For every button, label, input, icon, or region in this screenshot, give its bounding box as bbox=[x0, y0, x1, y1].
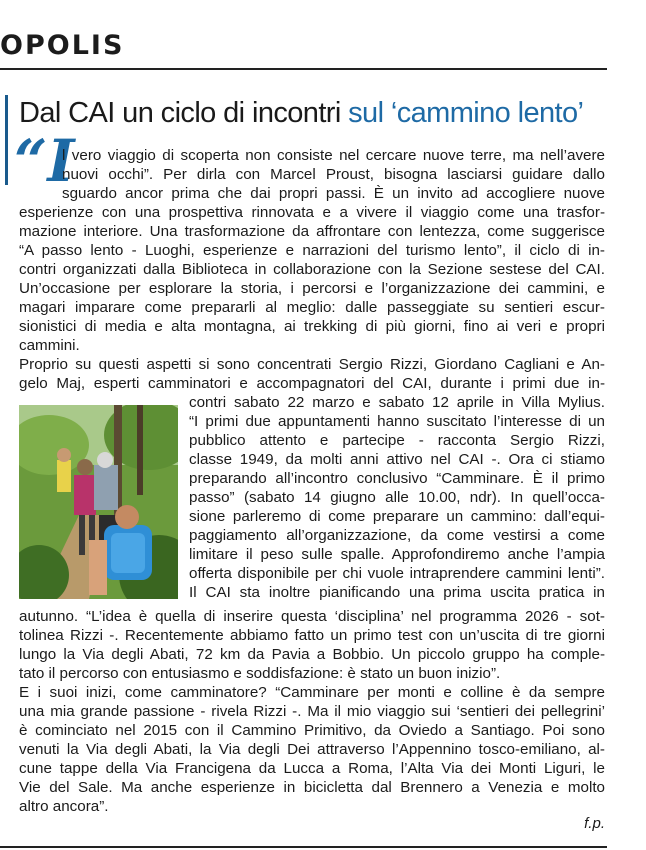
text-line: contri sabato 22 marzo e sabato 12 aprile in Villa Mylius. bbox=[189, 394, 605, 411]
text-line: tato il percorso con entusiasmo e soddisfazione: è stato un buon inizio”. bbox=[19, 665, 501, 682]
text-line: sguardo ancor prima che dai propri passi. È un invito ad accogliere nuove bbox=[62, 185, 605, 202]
text-line: Vie del Sale. Ma anche esperienze in bicicletta dal Brennero a Venezia e molto bbox=[19, 779, 605, 796]
bottom-rule bbox=[0, 846, 607, 848]
text-line: offerta disponibile per chi vuole intraprendere cammini lenti”. bbox=[189, 565, 605, 582]
text-line: contri organizzati dalla Biblioteca in collaborazione con la Sezione sestese del CAI. bbox=[19, 261, 605, 278]
text-line: cammini. bbox=[19, 337, 80, 354]
text-line: “A passo lento - Luoghi, esperienze e narrazioni del turismo lento”, il ciclo di in- bbox=[19, 242, 605, 259]
text-line: limitare il peso sulle spalle. Approfondiremo anche l’ampia bbox=[189, 546, 605, 563]
title-accent-bar bbox=[5, 95, 8, 185]
text-line: “I primi due appuntamenti hanno suscitato l’interesse di un bbox=[189, 413, 605, 430]
text-line: è cominciato nel 2015 con il Cammino Primitivo, da Oviedo a Santiago. Poi sono bbox=[19, 722, 605, 739]
title-accent: sul ‘cammino lento’ bbox=[348, 97, 584, 129]
newspaper-masthead: OPOLIS bbox=[0, 30, 125, 61]
text-line: l vero viaggio di scoperta non consiste nel cercare nuove terre, ma nell’avere bbox=[62, 147, 605, 164]
text-line: esperienze con una prospettiva rinnovata e a vivere il viaggio come una trasfor- bbox=[19, 204, 605, 221]
text-line: preparando all’incontro conclusivo “Camminare. È il primo bbox=[189, 470, 605, 487]
drop-cap-quote: “I bbox=[14, 127, 75, 195]
article-title bbox=[19, 97, 583, 130]
text-line: autunno. “L’idea è quella di inserire questa ‘disciplina’ nel programma 2026 - sot- bbox=[19, 608, 605, 625]
text-line: Proprio su questi aspetti si sono concentrati Sergio Rizzi, Giordano Cagliani e An- bbox=[19, 356, 605, 373]
text-line: lungo la Via degli Abati, 72 km da Pavia a Bobbio. Un piccolo gruppo ha comple- bbox=[19, 646, 605, 663]
text-line: sionistici di media e alta montagna, ai trekking di più giorni, fino ai veri e propri bbox=[19, 318, 605, 335]
text-line: mazione interiore. Una trasformazione da affrontare con lentezza, come suggerisce bbox=[19, 223, 605, 240]
text-line: venuti la Via degli Abati, la Via degli Dei attraverso l’Appennino tosco-emiliano, al- bbox=[19, 741, 605, 758]
text-line: pubblico attento e partecipe - racconta Sergio Rizzi, bbox=[189, 432, 605, 449]
text-line: nuovi occhi”. Per dirla con Marcel Proust, bisogna lasciarsi guidare dallo bbox=[62, 166, 605, 183]
title-main: Dal CAI un ciclo di incontri bbox=[19, 97, 349, 129]
text-line: paggiamento all’organizzazione, da come vestirsi a come bbox=[189, 527, 605, 544]
text-line: gelo Maj, esperti camminatori e accompagnatori del CAI, durante i primi due in- bbox=[19, 375, 605, 392]
text-line: passo” (sabato 14 giugno alle 10.00, ndr). In quell’occa- bbox=[189, 489, 605, 506]
text-line: E i suoi inizi, come camminatore? “Camminare per monti e colline è da sempre bbox=[19, 684, 605, 701]
text-line: Un’occasione per esplorare la storia, i percorsi e l’organizzazione dei cammini, e bbox=[19, 280, 605, 297]
text-line: altro ancora”. bbox=[19, 798, 109, 815]
author-signature: f.p. bbox=[584, 815, 605, 832]
hikers-photo bbox=[19, 405, 178, 599]
text-line: una mia grande passione - rivela Rizzi -. Ma il mio viaggio sui ‘sentieri dei pellegrini’ bbox=[19, 703, 605, 720]
text-line: classe 1949, da molti anni attivo nel CAI -. Ora ci stiamo bbox=[189, 451, 605, 468]
text-line: sione parleremo di come preparare un cammino: dall’equi- bbox=[189, 508, 605, 525]
text-line: Il CAI sta inoltre pianificando una prima uscita pratica in bbox=[189, 584, 605, 601]
text-line: magari imparare come prepararli al meglio: dalle passeggiate su sentieri escur- bbox=[19, 299, 605, 316]
text-line: cune tappe della Via Francigena da Lucca a Roma, l’Alta Via dei Monti Liguri, le bbox=[19, 760, 605, 777]
top-rule bbox=[0, 68, 607, 70]
text-line: tolinea Rizzi -. Recentemente abbiamo fatto un primo test con un’uscita di tre giorni bbox=[19, 627, 605, 644]
